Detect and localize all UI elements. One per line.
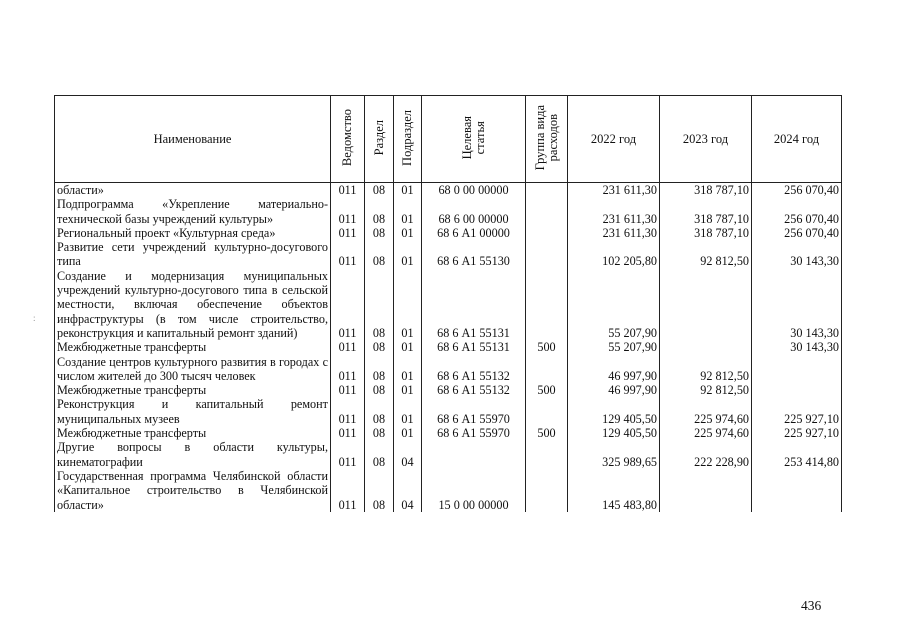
- table-body: [55, 183, 842, 512]
- header-podrazdel: Подраздел: [394, 96, 422, 183]
- table-row: [55, 469, 842, 512]
- row-expense-group-cell: 500: [526, 383, 568, 397]
- row-name-cell: Государственная программа Челябинской области «Капитальное строительство в Челябинской области»: [55, 469, 331, 512]
- row-expense-group-cell: 500: [526, 426, 568, 440]
- row-target-article-cell: 68 0 00 00000: [422, 183, 526, 198]
- row-amount-2024-cell: 30 143,30: [752, 240, 842, 269]
- row-name-cell: Реконструкция и капитальный ремонт муниципальных музеев: [55, 397, 331, 426]
- row-razdel-cell: 08: [365, 240, 394, 269]
- row-amount-2024-cell: 30 143,30: [752, 269, 842, 340]
- margin-mark: :: [33, 313, 36, 323]
- row-amount-2024-cell: 30 143,30: [752, 340, 842, 354]
- row-name-cell: области»: [55, 183, 331, 198]
- row-amount-2023-cell: 92 812,50: [660, 355, 752, 384]
- row-amount-2022-cell: 46 997,90: [568, 355, 660, 384]
- row-amount-2022-cell: 55 207,90: [568, 269, 660, 340]
- row-expense-group-cell: [526, 440, 568, 469]
- row-amount-2022-cell: 129 405,50: [568, 426, 660, 440]
- row-podrazdel-cell: 01: [394, 383, 422, 397]
- row-amount-2022-cell: 55 207,90: [568, 340, 660, 354]
- row-name-cell: Региональный проект «Культурная среда»: [55, 226, 331, 240]
- row-razdel-cell: 08: [365, 226, 394, 240]
- header-name: Наименование: [55, 96, 331, 183]
- row-podrazdel-cell: 01: [394, 226, 422, 240]
- row-podrazdel-cell: 01: [394, 183, 422, 198]
- table-header-row: [55, 96, 842, 183]
- row-target-article-cell: 68 6 00 00000: [422, 197, 526, 226]
- row-amount-2023-cell: 92 812,50: [660, 383, 752, 397]
- row-name-cell: Создание и модернизация муниципальных учреждений культурно-досугового типа в сельской местности, включая обеспечение объектов инфраструктуры (в том числе строительство, реконструкция и капитальный ремонт зданий): [55, 269, 331, 340]
- row-name-cell: Создание центров культурного развития в городах с числом жителей до 300 тысяч человек: [55, 355, 331, 384]
- header-year-2024: 2024 год: [752, 96, 842, 183]
- row-expense-group-cell: [526, 240, 568, 269]
- row-amount-2022-cell: 325 989,65: [568, 440, 660, 469]
- row-razdel-cell: 08: [365, 397, 394, 426]
- row-name-cell: Другие вопросы в области культуры, кинематографии: [55, 440, 331, 469]
- row-amount-2023-cell: [660, 469, 752, 512]
- row-vedomstvo-cell: 011: [331, 226, 365, 240]
- row-podrazdel-cell: 01: [394, 397, 422, 426]
- row-vedomstvo-cell: 011: [331, 440, 365, 469]
- table-row: [55, 383, 842, 397]
- row-amount-2024-cell: 253 414,80: [752, 440, 842, 469]
- row-expense-group-cell: [526, 469, 568, 512]
- row-name-cell: Межбюджетные трансферты: [55, 426, 331, 440]
- row-razdel-cell: 08: [365, 383, 394, 397]
- row-target-article-cell: 68 6 А1 55131: [422, 269, 526, 340]
- header-year-2023: 2023 год: [660, 96, 752, 183]
- row-amount-2024-cell: 256 070,40: [752, 197, 842, 226]
- row-target-article-cell: 68 6 А1 55970: [422, 426, 526, 440]
- row-amount-2023-cell: 225 974,60: [660, 426, 752, 440]
- row-name-cell: Подпрограмма «Укрепление материально-технической базы учреждений культуры»: [55, 197, 331, 226]
- table-row: [55, 426, 842, 440]
- row-name-cell: Межбюджетные трансферты: [55, 383, 331, 397]
- row-amount-2022-cell: 231 611,30: [568, 183, 660, 198]
- table-row: [55, 397, 842, 426]
- row-podrazdel-cell: 01: [394, 426, 422, 440]
- row-amount-2022-cell: 46 997,90: [568, 383, 660, 397]
- row-target-article-cell: 68 6 А1 55130: [422, 240, 526, 269]
- row-vedomstvo-cell: 011: [331, 383, 365, 397]
- row-amount-2023-cell: [660, 340, 752, 354]
- row-razdel-cell: 08: [365, 469, 394, 512]
- row-razdel-cell: 08: [365, 183, 394, 198]
- row-target-article-cell: 68 6 А1 55131: [422, 340, 526, 354]
- row-podrazdel-cell: 01: [394, 240, 422, 269]
- table-row: [55, 355, 842, 384]
- row-razdel-cell: 08: [365, 440, 394, 469]
- row-razdel-cell: 08: [365, 197, 394, 226]
- row-podrazdel-cell: 04: [394, 469, 422, 512]
- page-number: 436: [801, 598, 822, 613]
- row-podrazdel-cell: 01: [394, 340, 422, 354]
- row-amount-2024-cell: 256 070,40: [752, 226, 842, 240]
- row-amount-2024-cell: 225 927,10: [752, 426, 842, 440]
- row-vedomstvo-cell: 011: [331, 269, 365, 340]
- row-vedomstvo-cell: 011: [331, 355, 365, 384]
- row-expense-group-cell: [526, 183, 568, 198]
- header-expense-group: Группа вида расходов: [526, 96, 568, 183]
- row-amount-2023-cell: 222 228,90: [660, 440, 752, 469]
- row-razdel-cell: 08: [365, 269, 394, 340]
- row-podrazdel-cell: 04: [394, 440, 422, 469]
- table-row: [55, 183, 842, 198]
- row-expense-group-cell: 500: [526, 340, 568, 354]
- row-expense-group-cell: [526, 355, 568, 384]
- row-vedomstvo-cell: 011: [331, 397, 365, 426]
- table-row: [55, 440, 842, 469]
- row-target-article-cell: 68 6 А1 55970: [422, 397, 526, 426]
- row-amount-2022-cell: 231 611,30: [568, 197, 660, 226]
- row-podrazdel-cell: 01: [394, 355, 422, 384]
- row-amount-2024-cell: [752, 469, 842, 512]
- row-amount-2022-cell: 231 611,30: [568, 226, 660, 240]
- row-amount-2023-cell: 318 787,10: [660, 226, 752, 240]
- row-vedomstvo-cell: 011: [331, 340, 365, 354]
- row-amount-2022-cell: 102 205,80: [568, 240, 660, 269]
- row-amount-2024-cell: [752, 355, 842, 384]
- header-year-2022: 2022 год: [568, 96, 660, 183]
- table-row: [55, 226, 842, 240]
- row-podrazdel-cell: 01: [394, 197, 422, 226]
- row-vedomstvo-cell: 011: [331, 183, 365, 198]
- table-row: [55, 197, 842, 226]
- row-expense-group-cell: [526, 197, 568, 226]
- row-amount-2024-cell: 225 927,10: [752, 397, 842, 426]
- row-amount-2023-cell: 318 787,10: [660, 197, 752, 226]
- row-vedomstvo-cell: 011: [331, 469, 365, 512]
- row-expense-group-cell: [526, 226, 568, 240]
- row-amount-2022-cell: 129 405,50: [568, 397, 660, 426]
- row-amount-2024-cell: [752, 383, 842, 397]
- budget-table: [54, 95, 842, 512]
- row-amount-2024-cell: 256 070,40: [752, 183, 842, 198]
- row-amount-2023-cell: 225 974,60: [660, 397, 752, 426]
- row-target-article-cell: 68 6 А1 00000: [422, 226, 526, 240]
- row-expense-group-cell: [526, 397, 568, 426]
- table-row: [55, 340, 842, 354]
- header-razdel: Раздел: [365, 96, 394, 183]
- row-target-article-cell: [422, 440, 526, 469]
- row-expense-group-cell: [526, 269, 568, 340]
- row-target-article-cell: 15 0 00 00000: [422, 469, 526, 512]
- row-razdel-cell: 08: [365, 355, 394, 384]
- row-target-article-cell: 68 6 А1 55132: [422, 355, 526, 384]
- row-podrazdel-cell: 01: [394, 269, 422, 340]
- row-target-article-cell: 68 6 А1 55132: [422, 383, 526, 397]
- row-name-cell: Развитие сети учреждений культурно-досугового типа: [55, 240, 331, 269]
- table-row: [55, 240, 842, 269]
- row-vedomstvo-cell: 011: [331, 240, 365, 269]
- row-razdel-cell: 08: [365, 426, 394, 440]
- row-amount-2022-cell: 145 483,80: [568, 469, 660, 512]
- header-vedomstvo: Ведомство: [331, 96, 365, 183]
- table-row: [55, 269, 842, 340]
- row-amount-2023-cell: [660, 269, 752, 340]
- row-name-cell: Межбюджетные трансферты: [55, 340, 331, 354]
- header-target-article: Целевая статья: [422, 96, 526, 183]
- row-amount-2023-cell: 92 812,50: [660, 240, 752, 269]
- row-amount-2023-cell: 318 787,10: [660, 183, 752, 198]
- row-vedomstvo-cell: 011: [331, 197, 365, 226]
- row-vedomstvo-cell: 011: [331, 426, 365, 440]
- row-razdel-cell: 08: [365, 340, 394, 354]
